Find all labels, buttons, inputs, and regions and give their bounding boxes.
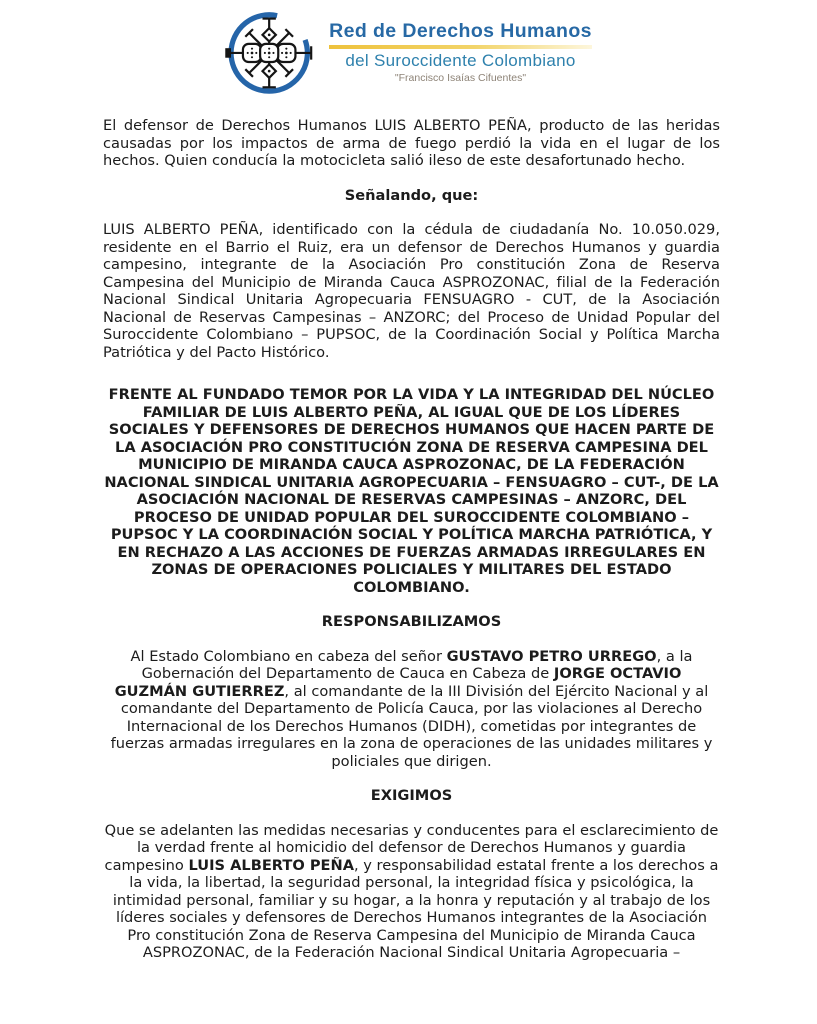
org-tagline: "Francisco Isaías Cifuentes" [394,72,527,85]
demands-paragraph: Que se adelanten las medidas necesarias y conducentes para el esclarecimiento de la verdad frente al homicidio del defensor de Derechos Humanos y guardia campesino LUIS ALBERTO PEÑA, y responsabilidad estatal frente a los derechos a la vida, la libertad, la seguridad personal, la integridad física y psicológica, la intimidad personal, familiar y su hogar, a la honra y reputación y al trabajo de los líderes sociales y defensores de Derechos Humanos integrantes de la Asociación Pro constitución Zona de Reserva Campesina del Municipio de Miranda Cauca ASPROZONAC, de la Federación Nacional Sindical Unitaria Agropecuaria – [104,821,719,961]
org-text-block [329,20,592,85]
biography-paragraph: LUIS ALBERTO PEÑA, identificado con la cédula de ciudadanía No. 10.050.029, residente en el Barrio el Ruiz, era un defensor de Derechos Humanos y guardia campesino, integrante de la Asociación Pro constitución Zona de Reserva Campesina del Municipio de Miranda Cauca ASPROZONAC, filial de la Federación Nacional Sindical Unitaria Agropecuaria FENSUAGRO - CUT, de la Asociación Nacional de Reservas Campesinas – ANZORC; del Proceso de Unidad Popular del Suroccidente Colombiano – PUPSOC, de la Coordinación Social y Política Marcha Patriótica y del Pacto Histórico. [103,221,720,361]
heading-senalando: Señalando, que: [344,186,479,204]
org-name: Red de Derechos Humanos [329,19,592,42]
intro-paragraph: El defensor de Derechos Humanos LUIS ALBERTO PEÑA, producto de las heridas causadas por los impactos de arma de fuego perdió la vida en el lugar de los hechos. Quien conducía la motocicleta salió ileso de este desafortunado hecho. [103,117,720,169]
denunciation-block: FRENTE AL FUNDADO TEMOR POR LA VIDA Y LA INTEGRIDAD DEL NÚCLEO FAMILIAR DE LUIS ALBERTO PEÑA, AL IGUAL QUE DE LOS LÍDERES SOCIALES Y DEFENSORES DE DERECHOS HUMANOS QUE HACEN PARTE DE LA ASOCIACIÓN PRO CONSTITUCIÓN ZONA DE RESERVA CAMPESINA DEL MUNICIPIO DE MIRANDA CAUCA ASPROZONAC, DE LA FEDERACIÓN NACIONAL SINDICAL UNITARIA AGROPECUARIA – FENSUAGRO – CUT-, DE LA ASOCIACIÓN NACIONAL DE RESERVAS CAMPESINAS – ANZORC, DEL PROCESO DE UNIDAD POPULAR DEL SUROCCIDENTE COLOMBIANO – PUPSOC Y LA COORDINACIÓN SOCIAL Y POLÍTICA MARCHA PATRIÓTICA, Y EN RECHAZO A LAS ACCIONES DE FUERZAS ARMADAS IRREGULARES EN ZONAS DE OPERACIONES POLICIALES Y MILITARES DEL ESTADO COLOMBIANO. [104,386,719,596]
responsibility-paragraph: Al Estado Colombiano en cabeza del señor GUSTAVO PETRO URREGO, a la Gobernación del Departamento de Cauca en Cabeza de JORGE OCTAVIO GUZMÁN GUTIERREZ, al comandante de la III División del Ejército Nacional y al comandante del Departamento de Policía Cauca, por las violaciones al Derecho Internacional de los Derechos Humanos (DIDH), cometidas por integrantes de fuerzas armadas irregulares en la zona de operaciones de las unidades militares y policiales que dirigen. [110,647,713,770]
org-region: del Suroccidente Colombiano [345,51,576,71]
heading-responsabilizamos: RESPONSABILIZAMOS [321,613,502,630]
organization-emblem [225,10,321,94]
indigenous-cross-icon [225,10,321,94]
document-body [0,96,817,962]
gold-divider [329,45,592,50]
heading-exigimos: EXIGIMOS [370,787,453,804]
letterhead [0,0,817,96]
